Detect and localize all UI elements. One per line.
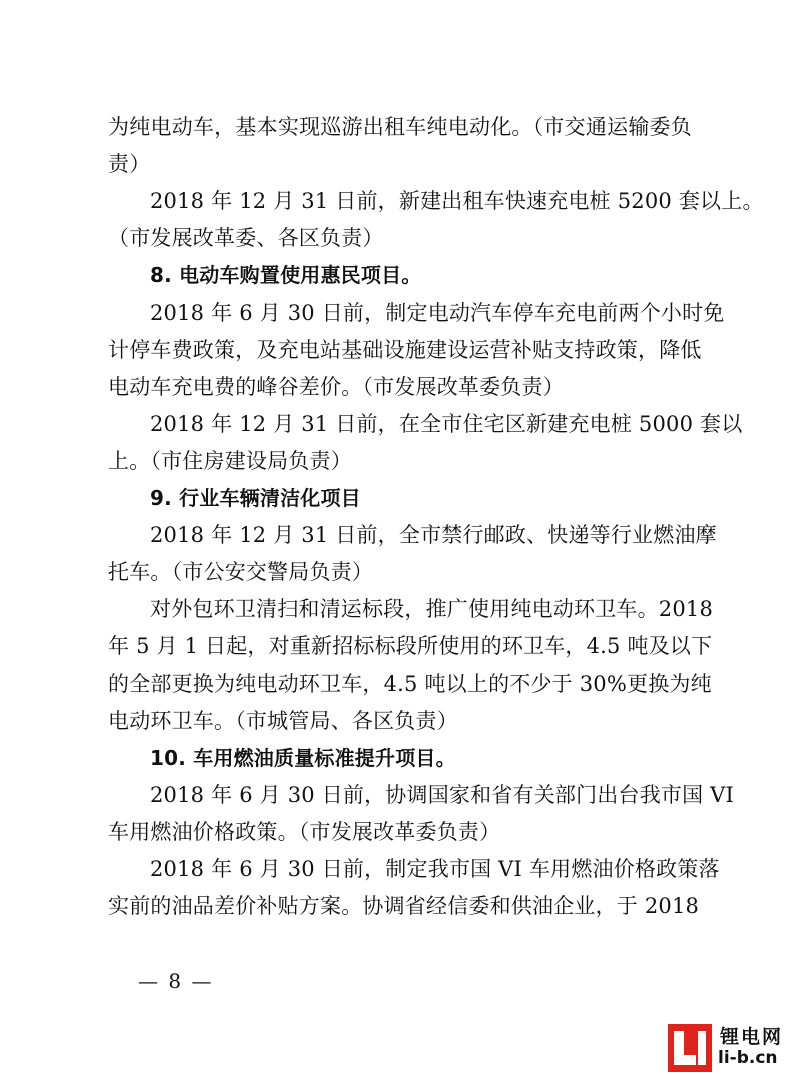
text-line: 责） [108, 152, 151, 176]
text-line: 上。（市住房建设局负责） [108, 449, 352, 473]
text-line: 实前的油品差价补贴方案。协调省经信委和供油企业，于 2018 [108, 894, 700, 918]
text-line: 2018 年 6 月 30 日前，制定我市国 VI 车用燃油价格政策落 [150, 857, 720, 881]
text-line: 的全部更换为纯电动环卫车，4.5 吨以上的不少于 30%更换为纯 [108, 672, 712, 696]
li-b-logo-icon [668, 1024, 712, 1072]
text-line: 电动环卫车。（市城管局、各区负责） [108, 709, 458, 733]
page-number: — 8 — [138, 969, 214, 993]
text-line: 对外包环卫清扫和清运标段，推广使用纯电动环卫车。2018 [150, 597, 714, 621]
text-line: 电动车充电费的峰谷差价。（市发展改革委负责） [108, 375, 564, 399]
text-line: 2018 年 6 月 30 日前，制定电动汽车停车充电前两个小时免 [150, 301, 725, 325]
text-line: 2018 年 12 月 31 日前，全市禁行邮政、快递等行业燃油摩 [150, 523, 717, 547]
section-heading: 8. 电动车购置使用惠民项目。 [150, 263, 422, 287]
text-line: 年 5 月 1 日起，对重新招标标段所使用的环卫车，4.5 吨及以下 [108, 634, 713, 658]
text-line: 2018 年 12 月 31 日前，新建出租车快速充电桩 5200 套以上。 [150, 189, 764, 213]
section-heading: 10. 车用燃油质量标准提升项目。 [150, 746, 456, 770]
logo-chinese-text: 锂电网 [720, 1026, 784, 1048]
text-line: （市发展改革委、各区负责） [108, 226, 384, 250]
text-line: 2018 年 12 月 31 日前，在全市住宅区新建充电桩 5000 套以 [150, 412, 743, 436]
logo-domain-text: li-b.cn [718, 1048, 778, 1068]
text-line: 托车。（市公安交警局负责） [108, 560, 374, 584]
text-line: 车用燃油价格政策。（市发展改革委负责） [108, 820, 501, 844]
section-heading: 9. 行业车辆清洁化项目 [150, 486, 361, 510]
text-line: 2018 年 6 月 30 日前，协调国家和省有关部门出台我市国 VI [150, 783, 735, 807]
text-line: 计停车费政策，及充电站基础设施建设运营补贴支持政策，降低 [108, 338, 702, 362]
text-line: 为纯电动车，基本实现巡游出租车纯电动化。（市交通运输委负 [108, 115, 692, 139]
site-watermark-logo [668, 1022, 792, 1074]
